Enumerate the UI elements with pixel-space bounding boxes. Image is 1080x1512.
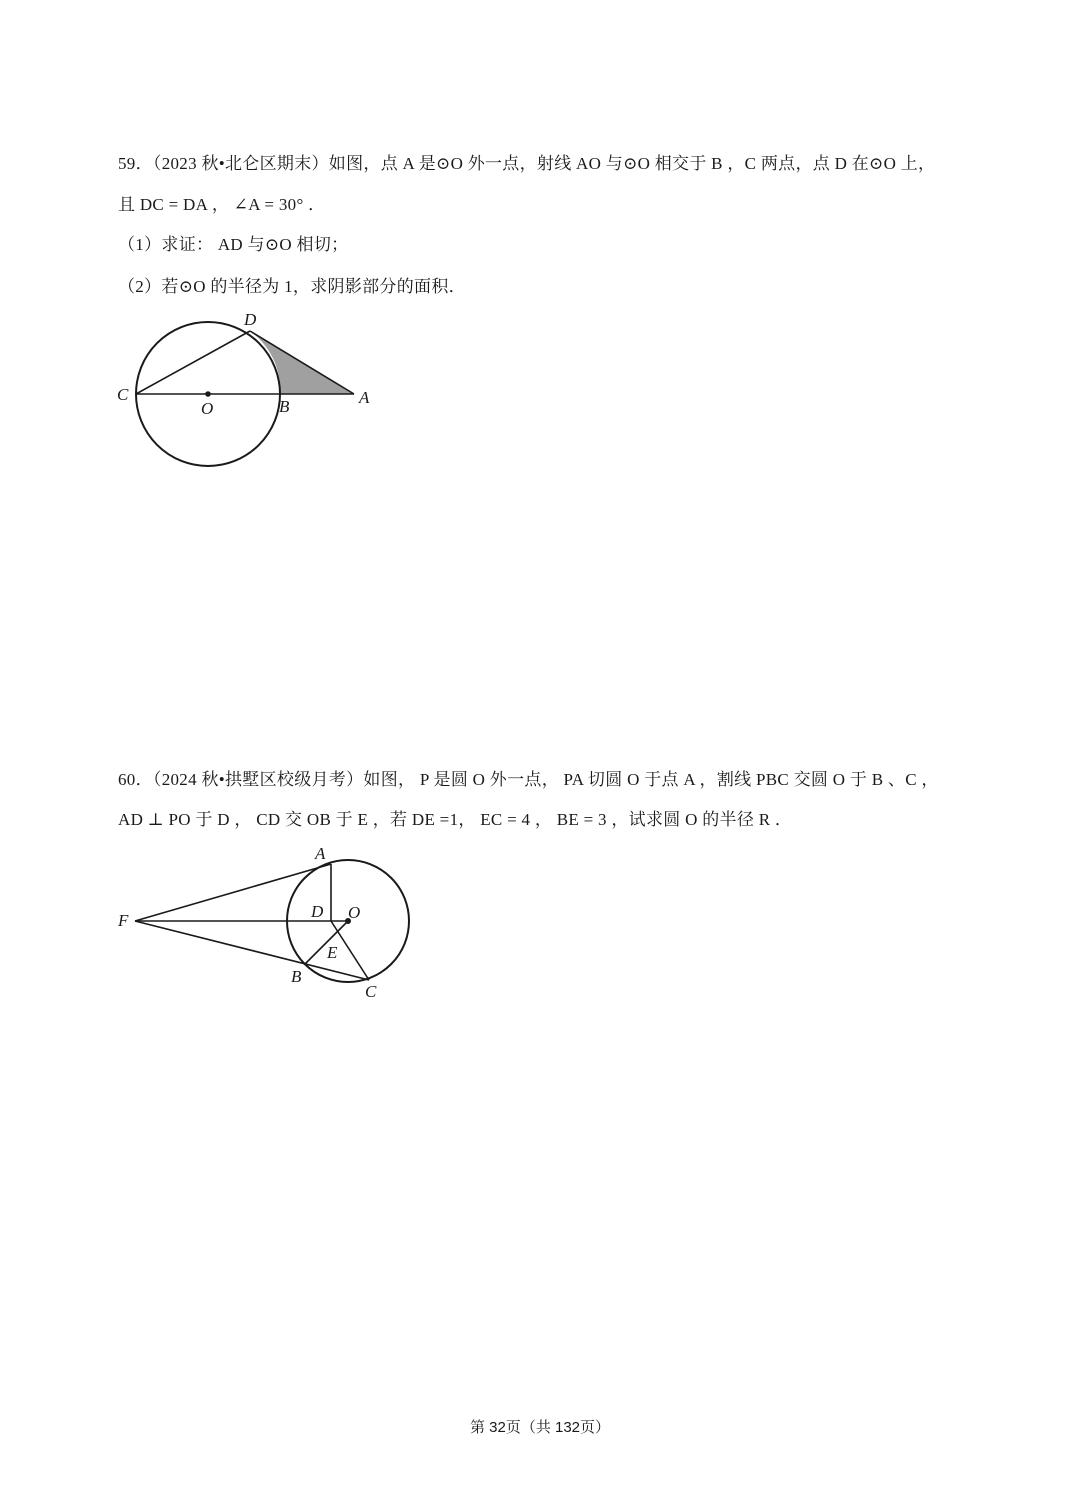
segment-fa [135, 864, 331, 921]
problem-60-line-1: 60．（2024 秋•拱墅区校级月考）如图， P 是圆 O 外一点， PA 切圆 O 于点 A ，割线 PBC 交圆 O 于 B 、C ， [118, 770, 939, 789]
label-a: A [315, 844, 326, 863]
label-o: O [201, 399, 214, 418]
problem-60-line-2: AD ⊥ PO 于 D ， CD 交 OB 于 E ，若 DE =1， EC = 4 ， BE = 3 ，试求圆 O 的半径 R ． [118, 810, 793, 829]
segment-cd [136, 331, 250, 394]
label-b: B [291, 967, 302, 986]
label-e: E [327, 943, 338, 962]
label-d: D [244, 310, 257, 329]
label-d: D [311, 902, 324, 921]
problem-59-line-2: 且 DC = DA ， ∠A = 30° ． [118, 195, 326, 214]
label-c: C [365, 982, 377, 1001]
center-dot [205, 391, 211, 397]
problem-60-figure [110, 840, 430, 1010]
problem-59-line-1: 59．（2023 秋•北仑区期末）如图，点 A 是⊙O 外一点，射线 AO 与⊙O 相交于 B ，C 两点，点 D 在⊙O 上， [118, 154, 936, 173]
label-a: A [359, 388, 370, 407]
label-f: F [118, 911, 129, 930]
problem-59-part-2: （2）若⊙O 的半径为 1，求阴影部分的面积． [118, 277, 466, 296]
problem-59-figure [100, 300, 400, 480]
label-o: O [348, 903, 361, 922]
label-b: B [279, 397, 290, 416]
page-number-footer: 第 32页（共 132页） [469, 1419, 611, 1436]
problem-59-part-1: （1）求证： AD 与⊙O 相切； [118, 235, 349, 254]
label-c: C [117, 385, 129, 404]
